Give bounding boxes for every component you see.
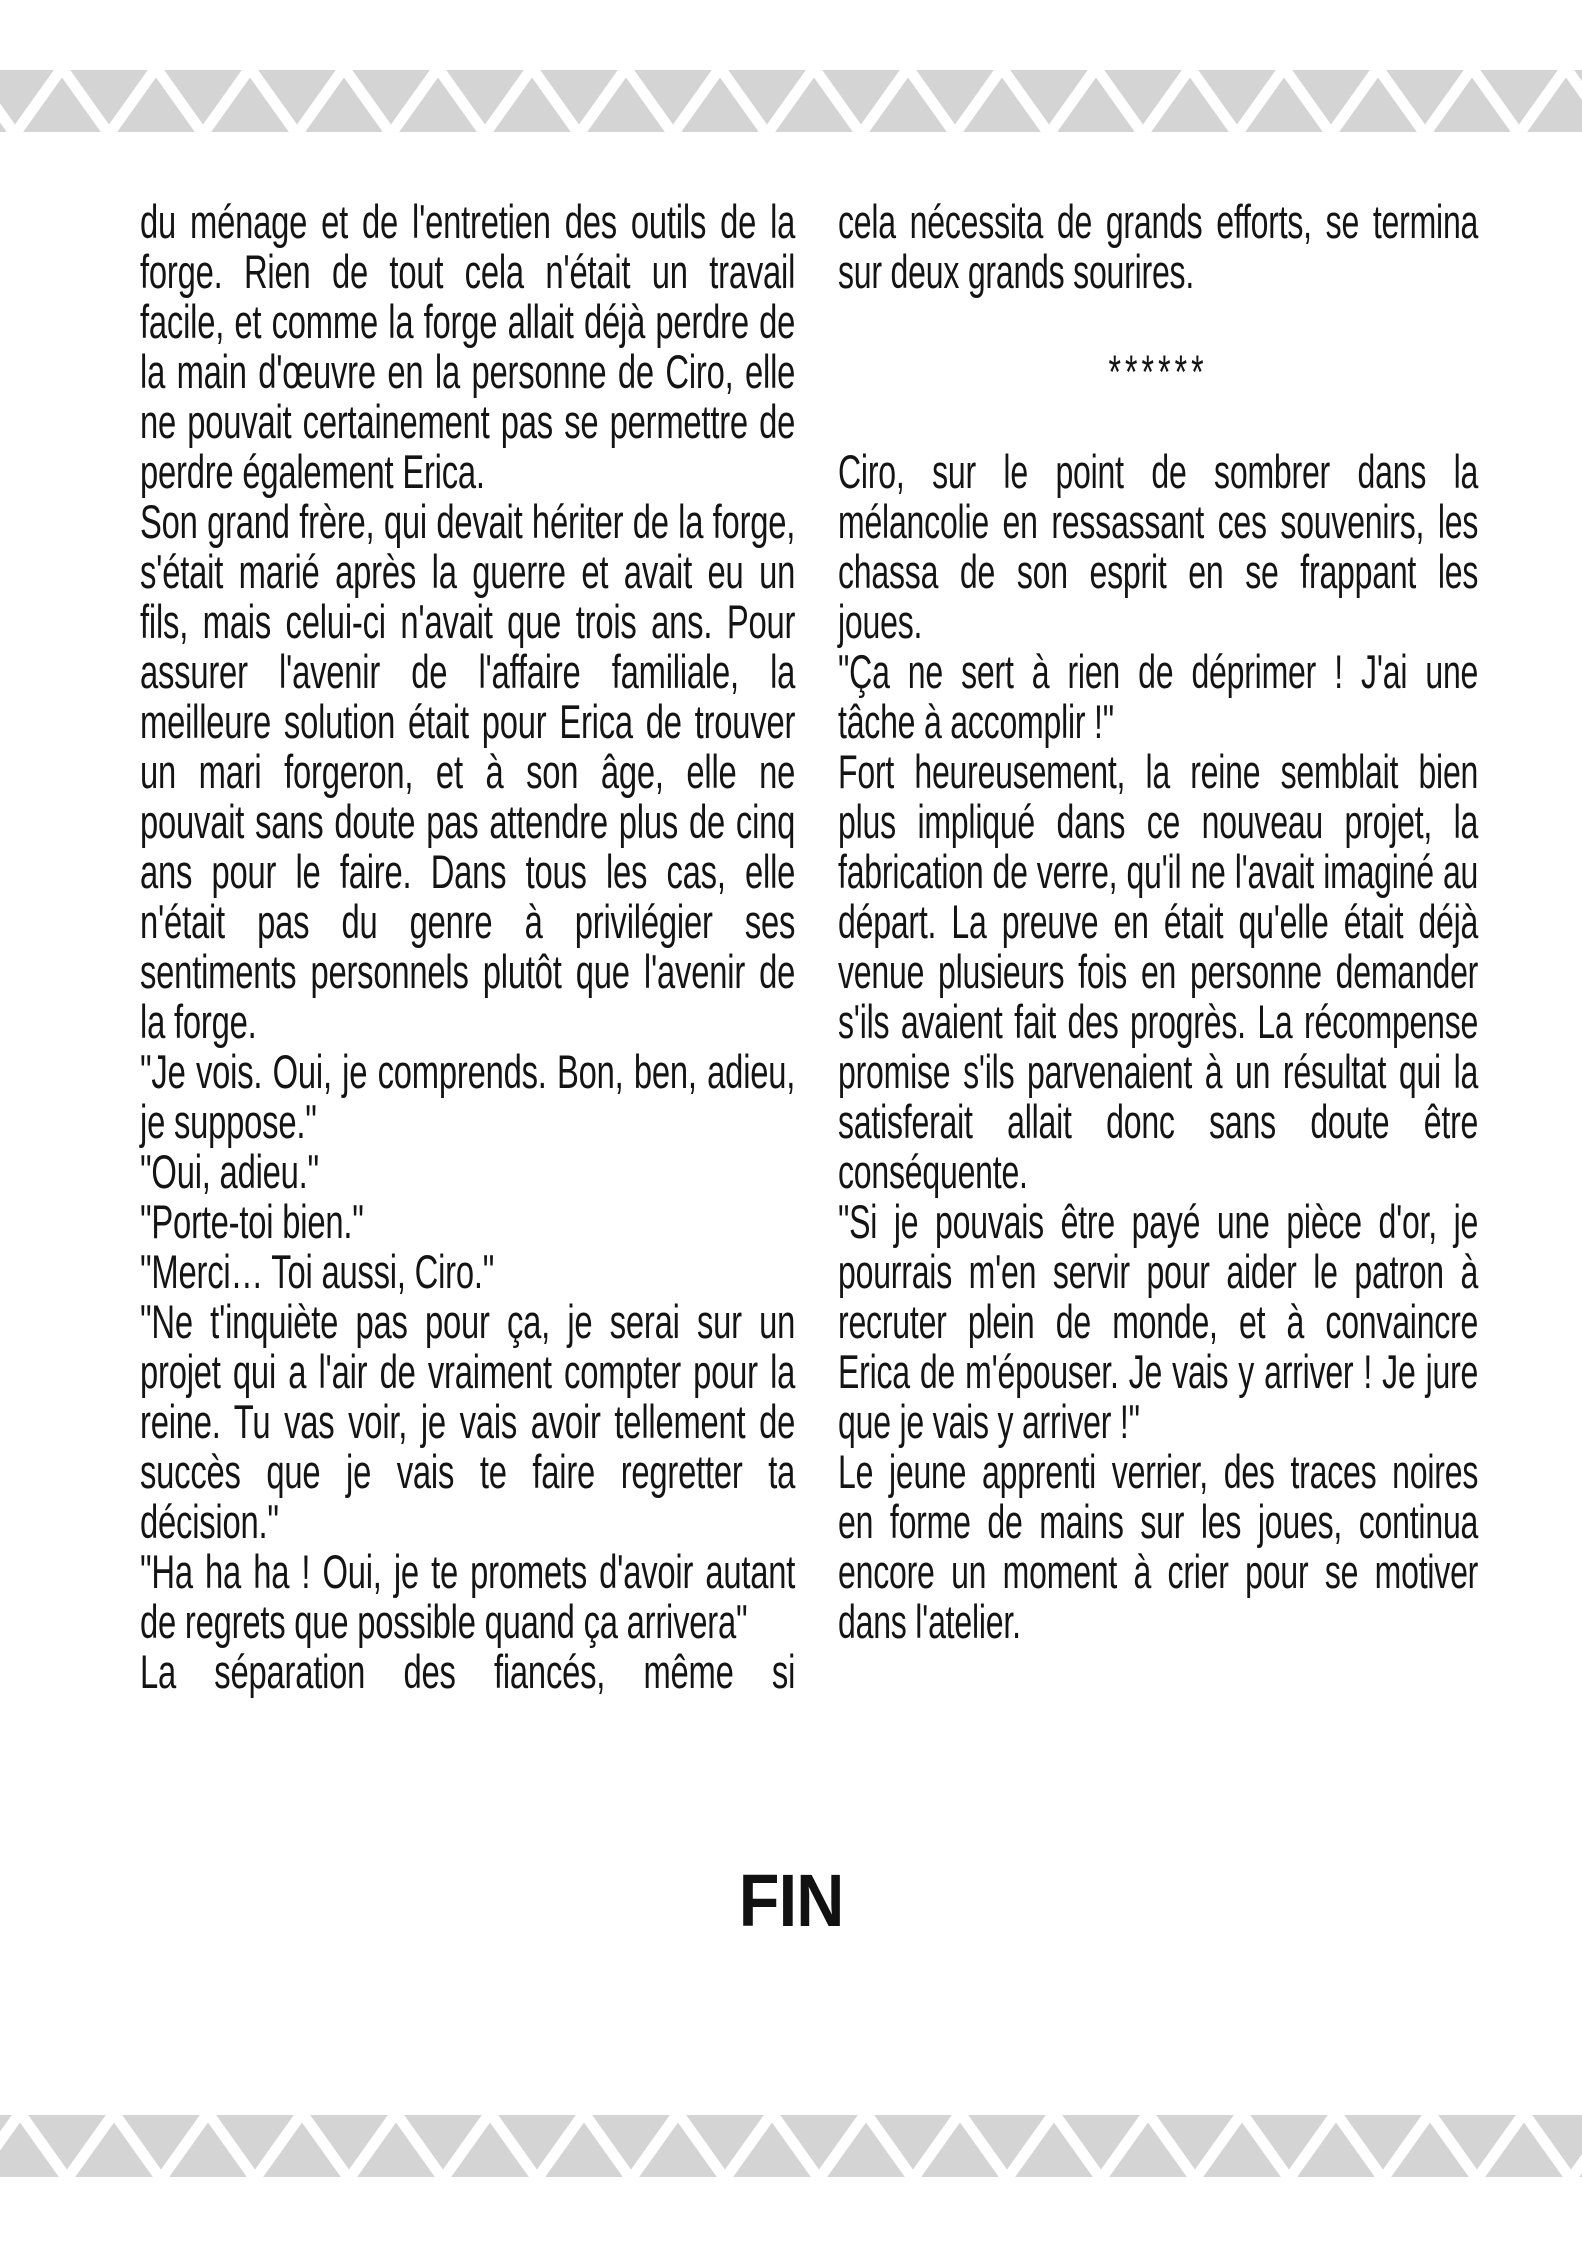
paragraph: "Oui, adieu." [140, 1145, 319, 1198]
left-text-column [140, 197, 795, 1697]
paragraph: "Porte-toi bien." [140, 1195, 364, 1248]
paragraph: Le jeune apprenti verrier, des traces noires en forme de mains sur les joues, continua encore un moment à crier pour se motiver dans l'atelier. [838, 1445, 1479, 1648]
paragraph: du ménage et de l'entretien des outils de la forge. Rien de tout cela n'était un travail facile, et comme la forge allait déjà perdre de la main d'œuvre en la personne de Ciro, elle ne pouvait certainement pas se permettre de perdre également Erica. [140, 195, 796, 498]
paragraph: "Merci… Toi aussi, Ciro." [140, 1245, 495, 1298]
paragraph: "Ha ha ha ! Oui, je te promets d'avoir autant de regrets que possible quand ça arrivera" [140, 1545, 796, 1648]
paragraph: "Je vois. Oui, je comprends. Bon, ben, adieu, je suppose." [140, 1045, 796, 1148]
paragraph: Ciro, sur le point de sombrer dans la mélancolie en ressassant ces souvenirs, les chassa de son esprit en se frappant les joues. [838, 445, 1479, 648]
paragraph: "Ne t'inquiète pas pour ça, je serai sur un projet qui a l'air de vraiment compter pour la reine. Tu vas voir, je vais avoir tellement de succès que je vais te faire regretter ta décision." [140, 1295, 796, 1548]
paragraph: "Si je pouvais être payé une pièce d'or, je pourrais m'en servir pour aider le patron à recruter plein de monde, et à convaincre Erica de m'épouser. Je vais y arriver ! Je jure que je vais y arriver !" [838, 1195, 1479, 1448]
paragraph: "Ça ne sert à rien de déprimer ! J'ai une tâche à accomplir !" [838, 645, 1479, 748]
paragraph: Son grand frère, qui devait hériter de la forge, s'était marié après la guerre et avait eu un fils, mais celui-ci n'avait que trois ans. Pour assurer l'avenir de l'affaire familiale, la meilleure solution était pour Erica de trouver un mari forgeron, et à son âge, elle ne pouvait sans doute pas attendre plus de cinq ans pour le faire. Dans tous les cas, elle n'était pas du genre à privilégier ses sentiments personnels plutôt que l'avenir de la forge. [140, 495, 796, 1048]
paragraph: Fort heureusement, la reine semblait bien plus impliqué dans ce nouveau projet, la fabrication de verre, qu'il ne l'avait imaginé au départ. La preuve en était qu'elle était déjà venue plusieurs fois en personne demander s'ils avaient fait des progrès. La récompense promise s'ils parvenaient à un résultat qui la satisferait allait donc sans doute être conséquente. [838, 745, 1479, 1198]
paragraph: cela nécessita de grands efforts, se termina sur deux grands sourires. [838, 195, 1479, 298]
top-zigzag-border [0, 70, 1582, 132]
right-text-column [838, 197, 1478, 1647]
fin-label: FIN [738, 1859, 844, 1942]
paragraph: La séparation des fiancés, même si [140, 1645, 796, 1698]
section-divider: ****** [1108, 345, 1208, 398]
bottom-zigzag-border [0, 2115, 1582, 2177]
